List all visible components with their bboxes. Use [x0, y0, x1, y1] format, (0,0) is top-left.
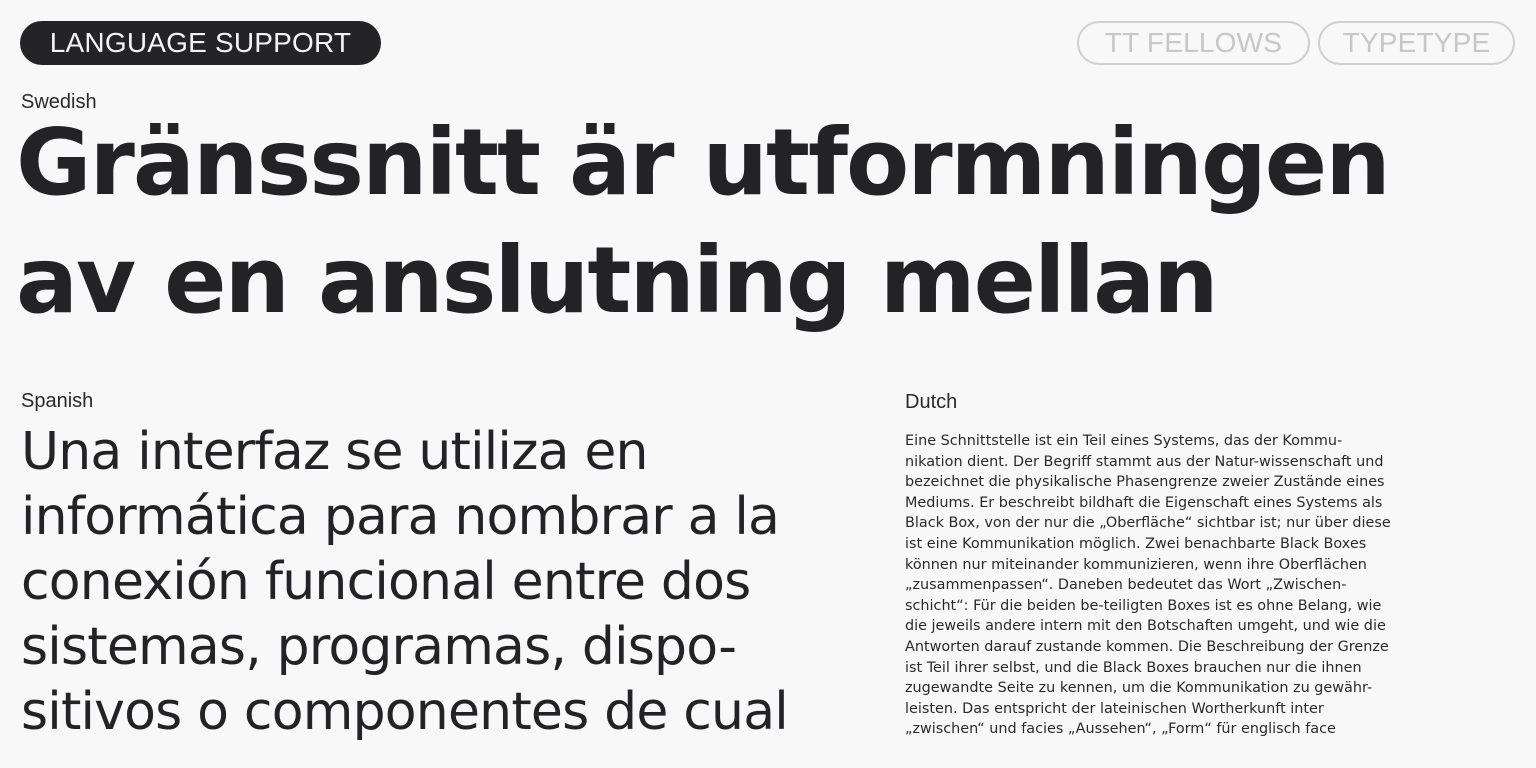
dutch-line: Black Box, von der nur die „Oberfläche“ sichtbar ist; nur über diese [905, 515, 1391, 532]
spanish-line: Una interfaz se utiliza en [21, 422, 648, 482]
swedish-line: Gränssnitt är utformningen [16, 109, 1389, 216]
dutch-line: Eine Schnittstelle ist ein Teil eines Systems, das der Kommu- [905, 433, 1343, 449]
typetype-label: TYPETYPE [1342, 27, 1491, 58]
swedish-label: Swedish [21, 91, 97, 113]
dutch-line: leisten. Das entspricht der lateinischen Wortherkunft inter [905, 700, 1324, 717]
spanish-label: Spanish [21, 390, 94, 412]
tt-fellows-tag [1077, 21, 1310, 65]
dutch-line: Mediums. Er beschreibt bildhaft die Eigenschaft eines Systems als [905, 494, 1383, 511]
dutch-label: Dutch [905, 391, 958, 413]
dutch-line: die jeweils andere intern mit den Botschaften umgeht, und wie die [905, 618, 1386, 635]
dutch-line: „zusammenpassen“. Daneben bedeutet das Wort „Zwischen- [905, 577, 1347, 594]
dutch-line: können nur miteinander kommunizieren, wenn ihre Oberflächen [905, 556, 1367, 573]
dutch-sample [905, 431, 1391, 740]
tt-fellows-label: TT FELLOWS [1104, 27, 1283, 58]
spanish-line: conexión funcional entre dos [21, 552, 751, 612]
typetype-tag [1318, 21, 1515, 65]
dutch-line: schicht“: Für die beiden be-teiligten Boxes ist es ohne Belang, wie [905, 597, 1382, 614]
dutch-line: nikation dient. Der Begriff stammt aus der Natur-wissenschaft und [905, 453, 1384, 470]
swedish-sample [16, 104, 1389, 340]
language-support-label: LANGUAGE SUPPORT [49, 27, 352, 58]
dutch-line: ist Teil ihrer selbst, und die Black Boxes brauchen nur die ihnen [905, 659, 1362, 676]
spanish-line: informática para nombrar a la [21, 487, 780, 547]
dutch-line: bezeichnet die physikalische Phasengrenze zweier Zustände eines [905, 474, 1385, 491]
dutch-line: Antworten darauf zustande kommen. Die Beschreibung der Grenze [905, 638, 1389, 655]
spanish-line: sistemas, programas, dispo- [21, 617, 737, 677]
dutch-line: zugewandte Seite zu kennen, um die Kommunikation zu gewähr- [905, 680, 1373, 697]
swedish-line: av en anslutning mellan [16, 227, 1217, 334]
language-support-badge [20, 21, 381, 65]
dutch-line: ist eine Kommunikation möglich. Zwei benachbarte Black Boxes [905, 535, 1367, 552]
spanish-sample [21, 420, 788, 745]
dutch-line: „zwischen“ und facies „Aussehen“, „Form“ für englisch face [905, 721, 1336, 738]
spanish-line: sitivos o componentes de cual [21, 682, 788, 742]
